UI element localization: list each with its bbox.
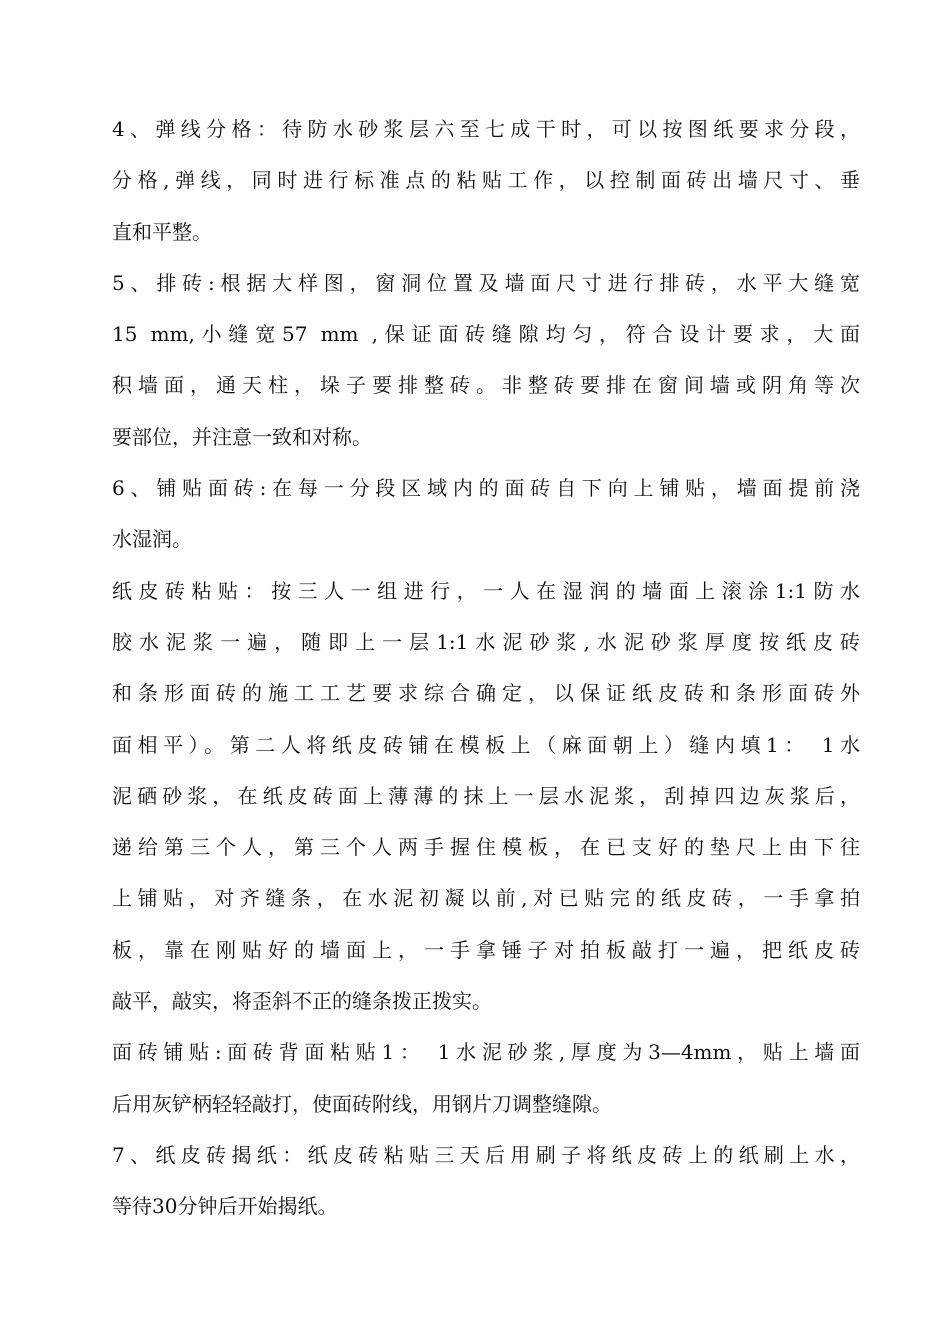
text-line: 分格,弹线，同时进行标准点的粘贴工作，以控制面砖出墙尺寸、垂 bbox=[112, 168, 860, 193]
text-line: 泥硒砂浆，在纸皮砖面上薄薄的抹上一层水泥浆，刮掉四边灰浆后， bbox=[112, 783, 860, 808]
text-line: 胶水泥浆一遍，随即上一层1:1水泥砂浆,水泥砂浆厚度按纸皮砖 bbox=[112, 629, 860, 654]
text-line: 6、铺贴面砖:在每一分段区域内的面砖自下向上铺贴，墙面提前浇 bbox=[112, 476, 860, 501]
text-line: 递给第三个人，第三个人两手握住模板，在已支好的垫尺上由下往 bbox=[112, 835, 860, 860]
text-line: 等待30分钟后开始揭纸。 bbox=[112, 1194, 338, 1219]
body-text bbox=[112, 104, 860, 1233]
text-line: 上铺贴，对齐缝条，在水泥初凝以前,对已贴完的纸皮砖，一手拿拍 bbox=[112, 886, 860, 911]
text-line: 7、纸皮砖揭纸：纸皮砖粘贴三天后用刷子将纸皮砖上的纸刷上水， bbox=[112, 1142, 860, 1167]
text-line: 面相平）。第二人将纸皮砖铺在模板上（麻面朝上）缝内填1： 1水 bbox=[112, 732, 860, 757]
text-line: 15 mm,小缝宽57 mm ,保证面砖缝隙均匀，符合设计要求，大面 bbox=[112, 322, 860, 347]
text-line: 纸皮砖粘贴：按三人一组进行，一人在湿润的墙面上滚涂1:1防水 bbox=[112, 578, 860, 603]
text-line: 5、排砖:根据大样图，窗洞位置及墙面尺寸进行排砖，水平大缝宽 bbox=[112, 270, 860, 295]
text-line: 要部位，并注意一致和对称。 bbox=[112, 424, 372, 449]
text-line: 后用灰铲柄轻轻敲打，使面砖附线，用钢片刀调整缝隙。 bbox=[112, 1091, 612, 1116]
text-line: 直和平整。 bbox=[112, 219, 212, 244]
text-line: 水湿润。 bbox=[112, 527, 192, 552]
text-line: 面砖铺贴:面砖背面粘贴1： 1水泥砂浆,厚度为3—4mm，贴上墙面 bbox=[112, 1040, 860, 1065]
text-line: 积墙面，通天柱，垛子要排整砖。非整砖要排在窗间墙或阴角等次 bbox=[112, 373, 860, 398]
text-line: 和条形面砖的施工工艺要求综合确定，以保证纸皮砖和条形面砖外 bbox=[112, 681, 860, 706]
text-line: 敲平，敲实，将歪斜不正的缝条拨正拨实。 bbox=[112, 989, 492, 1014]
text-line: 板，靠在刚贴好的墙面上，一手拿锤子对拍板敲打一遍，把纸皮砖 bbox=[112, 937, 860, 962]
text-line: 4、弹线分格：待防水砂浆层六至七成干时，可以按图纸要求分段， bbox=[112, 117, 860, 141]
